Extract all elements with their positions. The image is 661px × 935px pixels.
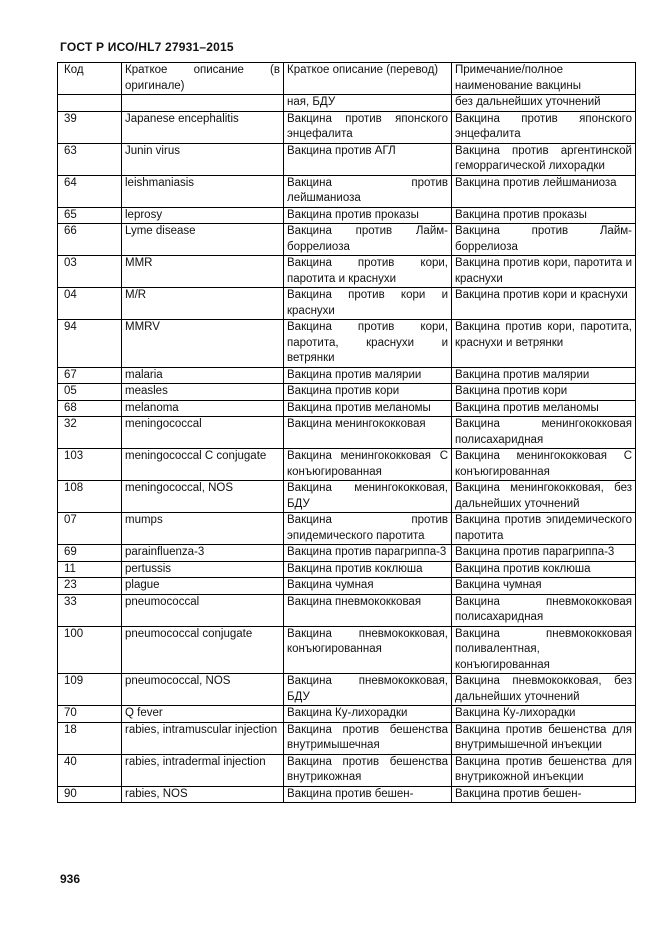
cell-translation: Вакцина против бешен- bbox=[284, 786, 452, 803]
cell-note: Вакцина против кори bbox=[452, 384, 636, 401]
cell-note: Вакцина против лейшманиоза bbox=[452, 175, 636, 207]
cell-original bbox=[122, 95, 284, 112]
cell-original: melanoma bbox=[122, 400, 284, 417]
page-number: 936 bbox=[60, 872, 81, 886]
cell-code: 100 bbox=[58, 626, 122, 674]
table-row bbox=[58, 143, 636, 175]
cell-note: Вакцина против парагриппа-3 bbox=[452, 545, 636, 562]
cell-original: pneumococcal, NOS bbox=[122, 674, 284, 706]
cell-translation: Вакцина против японского энцефалита bbox=[284, 111, 452, 143]
cell-translation: Вакцина против кори, паротита и краснухи bbox=[284, 256, 452, 288]
cell-note: Вакцина чумная bbox=[452, 578, 636, 595]
cell-translation: Вакцина менингококковая С конъюгированная bbox=[284, 449, 452, 481]
cell-original: measles bbox=[122, 384, 284, 401]
cell-translation: Вакцина пневмококковая, конъюгированная bbox=[284, 626, 452, 674]
cell-translation: Вакцина против кори и краснухи bbox=[284, 288, 452, 320]
table-row bbox=[58, 320, 636, 368]
cell-translation: Вакцина против малярии bbox=[284, 367, 452, 384]
cell-note: Вакцина пневмококковая полисахаридная bbox=[452, 594, 636, 626]
cell-original: MMR bbox=[122, 256, 284, 288]
cell-code: 33 bbox=[58, 594, 122, 626]
cell-original: Q fever bbox=[122, 706, 284, 723]
cell-note: Вакцина против проказы bbox=[452, 207, 636, 224]
cell-translation: Вакцина против эпидемического паротита bbox=[284, 513, 452, 545]
cell-note: Вакцина против коклюша bbox=[452, 561, 636, 578]
table-row bbox=[58, 111, 636, 143]
cell-translation: ная, БДУ bbox=[284, 95, 452, 112]
cell-note: Вакцина против кори и краснухи bbox=[452, 288, 636, 320]
cell-original: rabies, NOS bbox=[122, 786, 284, 803]
table-row bbox=[58, 754, 636, 786]
table-row bbox=[58, 384, 636, 401]
cell-code: 40 bbox=[58, 754, 122, 786]
cell-original: parainfluenza-3 bbox=[122, 545, 284, 562]
cell-note: Вакцина против бешенства для внутримышечной инъекции bbox=[452, 722, 636, 754]
cell-translation: Вакцина против лейшманиоза bbox=[284, 175, 452, 207]
cell-note: Вакцина против бешен- bbox=[452, 786, 636, 803]
cell-code: 67 bbox=[58, 367, 122, 384]
table-row bbox=[58, 400, 636, 417]
cell-note: Вакцина менингококковая С конъюгированная bbox=[452, 449, 636, 481]
cell-code: 103 bbox=[58, 449, 122, 481]
table-row bbox=[58, 626, 636, 674]
table-row bbox=[58, 175, 636, 207]
cell-code: 18 bbox=[58, 722, 122, 754]
cell-translation: Вакцина против проказы bbox=[284, 207, 452, 224]
cell-translation: Вакцина против кори bbox=[284, 384, 452, 401]
table-header-row bbox=[58, 63, 636, 95]
cell-original: rabies, intramuscular injection bbox=[122, 722, 284, 754]
cell-code: 63 bbox=[58, 143, 122, 175]
cell-original: plague bbox=[122, 578, 284, 595]
cell-translation: Вакцина пневмококковая bbox=[284, 594, 452, 626]
cell-code: 69 bbox=[58, 545, 122, 562]
cell-translation: Вакцина против бешенства внутримышечная bbox=[284, 722, 452, 754]
cell-note: Вакцина против Лайм-боррелиоза bbox=[452, 224, 636, 256]
cell-original: rabies, intradermal injection bbox=[122, 754, 284, 786]
cell-code bbox=[58, 95, 122, 112]
cell-note: Вакцина против аргентинской геморрагической лихорадки bbox=[452, 143, 636, 175]
cell-original: Japanese encephalitis bbox=[122, 111, 284, 143]
cell-original: pertussis bbox=[122, 561, 284, 578]
cell-translation: Вакцина против бешенства внутрикожная bbox=[284, 754, 452, 786]
cell-note: Вакцина пневмококковая, без дальнейших уточнений bbox=[452, 674, 636, 706]
cell-code: 90 bbox=[58, 786, 122, 803]
table-row bbox=[58, 288, 636, 320]
table-row bbox=[58, 256, 636, 288]
cell-original: meningococcal C conjugate bbox=[122, 449, 284, 481]
column-header-translation: Краткое описание (перевод) bbox=[284, 63, 452, 95]
cell-code: 70 bbox=[58, 706, 122, 723]
table-row bbox=[58, 513, 636, 545]
cell-code: 23 bbox=[58, 578, 122, 595]
table-row bbox=[58, 449, 636, 481]
column-header-original: Краткое описание (в оригинале) bbox=[122, 63, 284, 95]
cell-note: Вакцина менингококковая, без дальнейших уточнений bbox=[452, 481, 636, 513]
cell-note: Вакцина против меланомы bbox=[452, 400, 636, 417]
cell-note: Вакцина менингококковая полисахаридная bbox=[452, 417, 636, 449]
cell-original: pneumococcal bbox=[122, 594, 284, 626]
cell-original: M/R bbox=[122, 288, 284, 320]
cell-note: без дальнейших уточнений bbox=[452, 95, 636, 112]
cell-code: 64 bbox=[58, 175, 122, 207]
cell-code: 11 bbox=[58, 561, 122, 578]
cell-code: 65 bbox=[58, 207, 122, 224]
cell-code: 66 bbox=[58, 224, 122, 256]
cell-note: Вакцина Ку-лихорадки bbox=[452, 706, 636, 723]
cell-translation: Вакцина против АГЛ bbox=[284, 143, 452, 175]
table-row bbox=[58, 594, 636, 626]
table-row bbox=[58, 207, 636, 224]
cell-translation: Вакцина чумная bbox=[284, 578, 452, 595]
cell-code: 94 bbox=[58, 320, 122, 368]
table-row bbox=[58, 578, 636, 595]
cell-translation: Вакцина менингококковая, БДУ bbox=[284, 481, 452, 513]
cell-original: Junin virus bbox=[122, 143, 284, 175]
column-header-code: Код bbox=[58, 63, 122, 95]
table-row bbox=[58, 674, 636, 706]
vaccine-code-table bbox=[57, 62, 636, 803]
cell-code: 108 bbox=[58, 481, 122, 513]
cell-translation: Вакцина против кори, паротита, краснухи и ветрянки bbox=[284, 320, 452, 368]
table-row bbox=[58, 367, 636, 384]
cell-original: leishmaniasis bbox=[122, 175, 284, 207]
table-row bbox=[58, 95, 636, 112]
cell-code: 05 bbox=[58, 384, 122, 401]
cell-translation: Вакцина против меланомы bbox=[284, 400, 452, 417]
cell-note: Вакцина против эпидемического паротита bbox=[452, 513, 636, 545]
table-row bbox=[58, 722, 636, 754]
column-header-note: Примечание/полное наименование вакцины bbox=[452, 63, 636, 95]
cell-original: leprosy bbox=[122, 207, 284, 224]
cell-original: Lyme disease bbox=[122, 224, 284, 256]
cell-note: Вакцина против японского энцефалита bbox=[452, 111, 636, 143]
cell-original: mumps bbox=[122, 513, 284, 545]
cell-note: Вакцина против кори, паротита и краснухи bbox=[452, 256, 636, 288]
cell-code: 32 bbox=[58, 417, 122, 449]
cell-code: 03 bbox=[58, 256, 122, 288]
cell-code: 109 bbox=[58, 674, 122, 706]
cell-note: Вакцина против малярии bbox=[452, 367, 636, 384]
cell-translation: Вакцина Ку-лихорадки bbox=[284, 706, 452, 723]
cell-code: 39 bbox=[58, 111, 122, 143]
table-row bbox=[58, 706, 636, 723]
document-header: ГОСТ Р ИСО/HL7 27931–2015 bbox=[60, 40, 234, 54]
cell-translation: Вакцина пневмококковая, БДУ bbox=[284, 674, 452, 706]
cell-original: malaria bbox=[122, 367, 284, 384]
cell-code: 07 bbox=[58, 513, 122, 545]
cell-original: MMRV bbox=[122, 320, 284, 368]
cell-note: Вакцина пневмококковая поливалентная, конъюгированная bbox=[452, 626, 636, 674]
table-row bbox=[58, 786, 636, 803]
table-row bbox=[58, 545, 636, 562]
cell-original: pneumococcal conjugate bbox=[122, 626, 284, 674]
table-row bbox=[58, 481, 636, 513]
table-row bbox=[58, 561, 636, 578]
cell-code: 68 bbox=[58, 400, 122, 417]
table-row bbox=[58, 417, 636, 449]
cell-original: meningococcal bbox=[122, 417, 284, 449]
cell-code: 04 bbox=[58, 288, 122, 320]
cell-translation: Вакцина против Лайм-боррелиоза bbox=[284, 224, 452, 256]
cell-original: meningococcal, NOS bbox=[122, 481, 284, 513]
cell-translation: Вакцина менингококковая bbox=[284, 417, 452, 449]
cell-note: Вакцина против кори, паротита, краснухи и ветрянки bbox=[452, 320, 636, 368]
cell-note: Вакцина против бешенства для внутрикожной инъекции bbox=[452, 754, 636, 786]
cell-translation: Вакцина против коклюша bbox=[284, 561, 452, 578]
cell-translation: Вакцина против парагриппа-3 bbox=[284, 545, 452, 562]
table-row bbox=[58, 224, 636, 256]
